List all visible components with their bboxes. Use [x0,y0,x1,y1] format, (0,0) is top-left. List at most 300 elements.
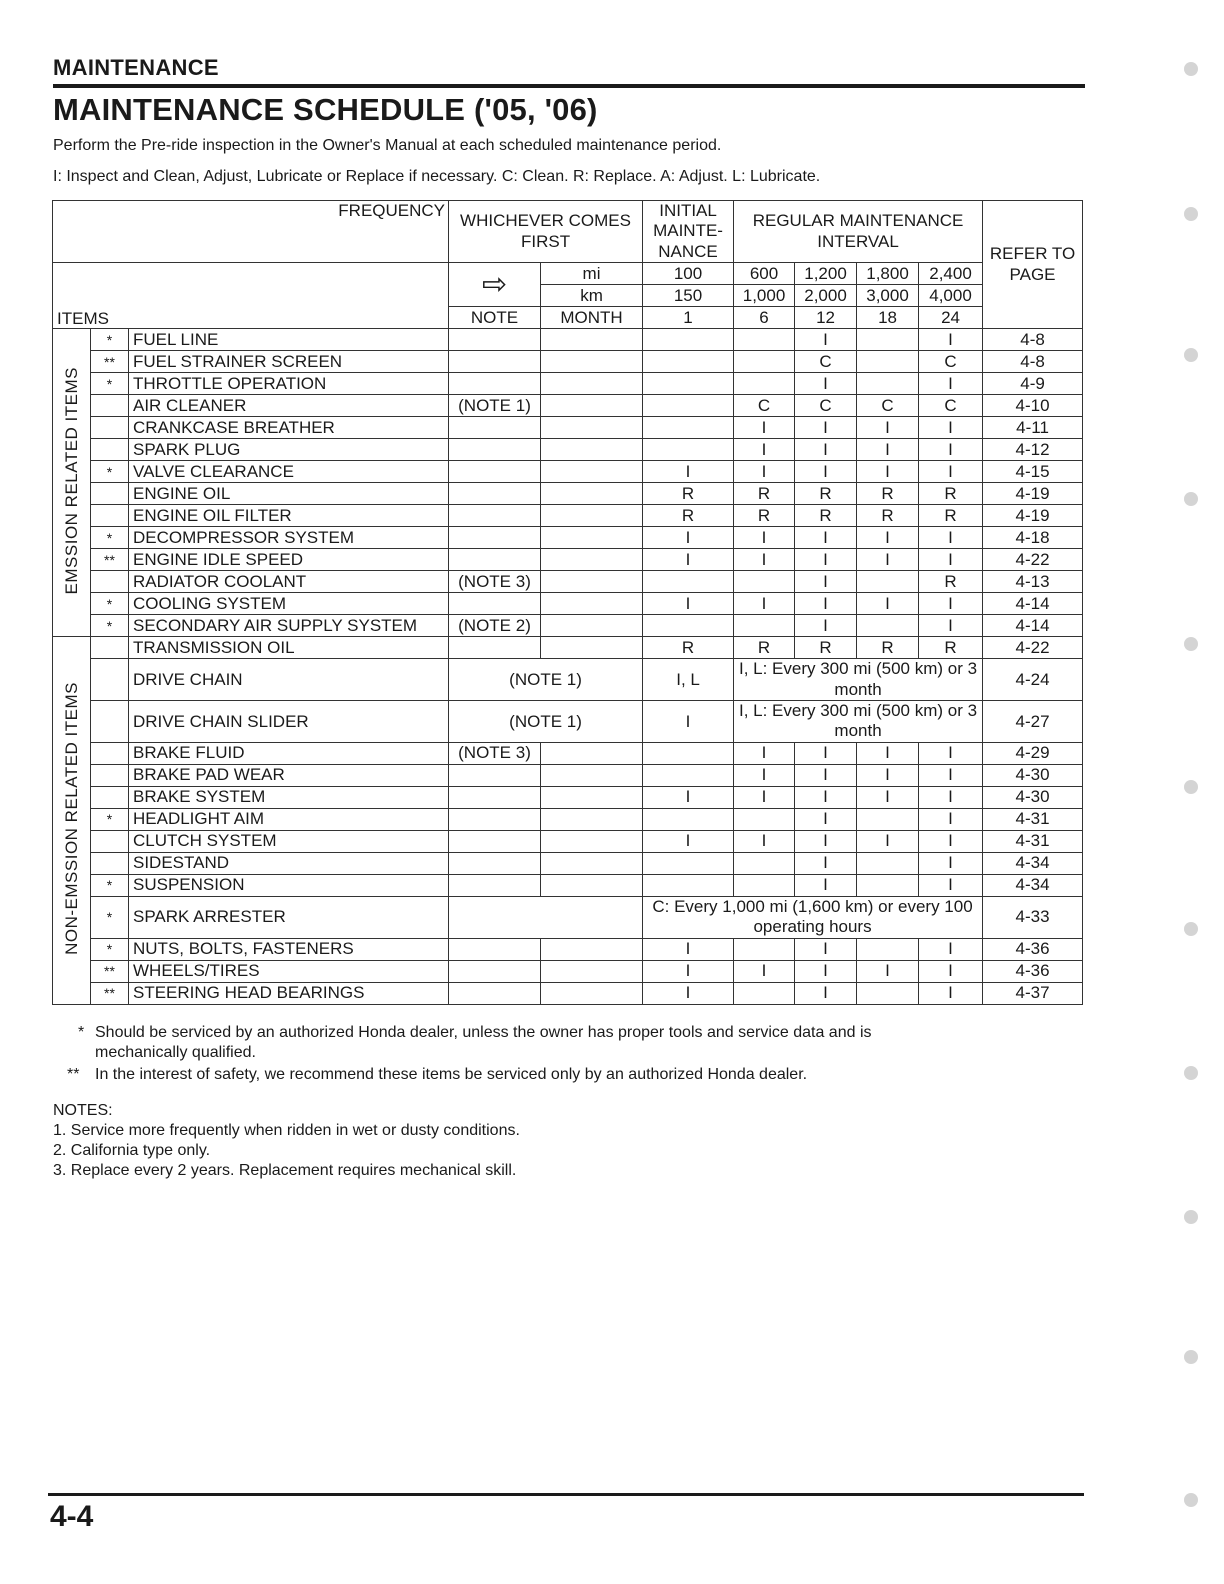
interval-cell [643,395,734,417]
item-name: WHEELS/TIRES [129,960,449,982]
month-cell [541,483,643,505]
dealer-mark: * [91,593,129,615]
interval-cell: R [734,505,795,527]
mi-unit: mi [541,263,643,285]
note-cell [449,373,541,395]
dealer-mark: * [91,461,129,483]
item-name: DRIVE CHAIN SLIDER [129,700,449,742]
interval-cell [734,351,795,373]
interval-span: I, L: Every 300 mi (500 km) or 3 month [734,700,983,742]
schedule-row [53,571,1083,593]
interval-cell: I [857,527,919,549]
interval-cell: I [857,830,919,852]
note-cell [449,329,541,351]
interval-cell: I [643,461,734,483]
note-cell [449,593,541,615]
schedule-row [53,982,1083,1004]
month-cell [541,549,643,571]
km-value: 1,000 [734,285,795,307]
interval-cell: I [795,329,857,351]
item-name: ENGINE IDLE SPEED [129,549,449,571]
refer-page: 4-30 [983,764,1083,786]
group-label: EMSSION RELATED ITEMS [61,366,81,595]
refer-page: 4-14 [983,615,1083,637]
schedule-row [53,527,1083,549]
schedule-row [53,808,1083,830]
interval-cell [857,938,919,960]
interval-cell: I [734,549,795,571]
item-name: DRIVE CHAIN [129,659,449,701]
interval-cell: I [795,615,857,637]
interval-cell: I [795,960,857,982]
interval-cell [734,852,795,874]
note-cell: (NOTE 3) [449,742,541,764]
month-cell [541,571,643,593]
refer-page: 4-27 [983,700,1083,742]
refer-page: 4-8 [983,351,1083,373]
interval-cell: I [734,764,795,786]
interval-cell: I [857,593,919,615]
month-cell [541,527,643,549]
group-emission [53,329,91,637]
interval-cell [643,764,734,786]
interval-cell [734,373,795,395]
note-cell [449,549,541,571]
month-cell [541,960,643,982]
note-cell [449,896,643,938]
note-cell [449,764,541,786]
interval-cell: I [734,461,795,483]
note-cell: (NOTE 1) [449,395,541,417]
month-cell [541,742,643,764]
item-name: TRANSMISSION OIL [129,637,449,659]
interval-cell: R [734,483,795,505]
km-unit: km [541,285,643,307]
dealer-mark [91,700,129,742]
item-name: COOLING SYSTEM [129,593,449,615]
interval-cell: I [734,439,795,461]
dealer-mark [91,505,129,527]
month-cell [541,808,643,830]
interval-cell: I [919,593,983,615]
interval-cell [857,373,919,395]
dealer-mark: * [91,373,129,395]
schedule-row [53,373,1083,395]
interval-cell [857,351,919,373]
interval-cell: R [643,505,734,527]
interval-cell: R [919,505,983,527]
interval-cell: I [643,786,734,808]
interval-cell: I [795,786,857,808]
interval-cell: R [857,637,919,659]
schedule-row [53,852,1083,874]
interval-cell: I [734,417,795,439]
schedule-row [53,439,1083,461]
dealer-mark [91,764,129,786]
refer-page: 4-22 [983,549,1083,571]
km-value: 2,000 [795,285,857,307]
dealer-mark: * [91,896,129,938]
note-cell [449,461,541,483]
note-cell [449,527,541,549]
interval-cell: R [919,571,983,593]
interval-cell: R [643,637,734,659]
note-1: 1. Service more frequently when ridden in wet or dusty conditions. [53,1122,520,1139]
refer-page: 4-36 [983,938,1083,960]
schedule-row [53,351,1083,373]
binder-hole-icon [1184,780,1198,794]
month-cell [541,786,643,808]
month-cell [541,395,643,417]
note-cell [449,852,541,874]
interval-cell: I [919,417,983,439]
schedule-row [53,896,1083,938]
interval-cell: R [919,637,983,659]
refer-page: 4-31 [983,808,1083,830]
schedule-row [53,505,1083,527]
refer-page: 4-11 [983,417,1083,439]
item-name: NUTS, BOLTS, FASTENERS [129,938,449,960]
interval-cell: I [919,329,983,351]
refer-page: 4-29 [983,742,1083,764]
binder-hole-icon [1184,1210,1198,1224]
binder-hole-icon [1184,1350,1198,1364]
maintenance-schedule-table [52,200,1083,1005]
interval-cell [643,571,734,593]
refer-page: 4-31 [983,830,1083,852]
page-number: 4-4 [50,1500,94,1533]
dealer-mark [91,852,129,874]
note-cell [449,938,541,960]
interval-cell [643,808,734,830]
note-2: 2. California type only. [53,1142,211,1159]
interval-cell: I [643,960,734,982]
note-cell: (NOTE 1) [449,659,643,701]
dealer-mark: * [91,808,129,830]
interval-cell [857,329,919,351]
month-cell [541,637,643,659]
month-cell [541,351,643,373]
interval-cell: R [734,637,795,659]
interval-cell: I [919,549,983,571]
schedule-row [53,742,1083,764]
interval-cell: R [643,483,734,505]
regular-interval-header: REGULAR MAINTENANCE INTERVAL [734,201,983,263]
item-name: STEERING HEAD BEARINGS [129,982,449,1004]
note-cell: (NOTE 3) [449,571,541,593]
interval-cell: I [643,938,734,960]
note-cell: (NOTE 1) [449,700,643,742]
dealer-mark [91,417,129,439]
binder-hole-icon [1184,1493,1198,1507]
interval-cell: I [643,549,734,571]
interval-cell: I [919,830,983,852]
interval-cell [643,852,734,874]
interval-cell: I [795,742,857,764]
interval-cell: I [795,439,857,461]
interval-cell: I [919,373,983,395]
schedule-row [53,329,1083,351]
interval-cell: I [795,852,857,874]
interval-cell: R [919,483,983,505]
dealer-mark: * [91,615,129,637]
dealer-mark [91,483,129,505]
refer-page: 4-34 [983,874,1083,896]
month-cell [541,764,643,786]
month-cell [541,593,643,615]
schedule-row [53,874,1083,896]
interval-span: C: Every 1,000 mi (1,600 km) or every 100 operating hours [643,896,983,938]
footnote-single-text-cont: mechanically qualified. [95,1044,256,1061]
interval-cell [643,439,734,461]
item-name: THROTTLE OPERATION [129,373,449,395]
schedule-row [53,786,1083,808]
interval-cell: R [795,637,857,659]
interval-cell: I [857,786,919,808]
note-cell [449,808,541,830]
interval-cell: I [857,960,919,982]
refer-page: 4-12 [983,439,1083,461]
intro-legend: I: Inspect and Clean, Adjust, Lubricate or Replace if necessary. C: Clean. R: Replace. A: Adjust. L: Lubricate. [53,168,821,185]
month-cell [541,852,643,874]
interval-cell [643,615,734,637]
binder-hole-icon [1184,62,1198,76]
interval-cell: I [643,593,734,615]
month-cell [541,505,643,527]
dealer-mark [91,571,129,593]
refer-page: 4-9 [983,373,1083,395]
note-cell [449,637,541,659]
item-name: AIR CLEANER [129,395,449,417]
interval-cell: I [795,593,857,615]
notes-heading: NOTES: [53,1102,113,1119]
mi-value: 2,400 [919,263,983,285]
refer-page-header: REFER TO PAGE [983,201,1083,329]
item-name: RADIATOR COOLANT [129,571,449,593]
dealer-mark [91,830,129,852]
schedule-row [53,764,1083,786]
km-value: 3,000 [857,285,919,307]
item-name: CRANKCASE BREATHER [129,417,449,439]
month-cell [541,329,643,351]
dealer-mark [91,395,129,417]
refer-page: 4-34 [983,852,1083,874]
item-name: VALVE CLEARANCE [129,461,449,483]
item-name: BRAKE PAD WEAR [129,764,449,786]
dealer-mark [91,742,129,764]
interval-cell: I [795,830,857,852]
footnote-single-text: Should be serviced by an authorized Honda dealer, unless the owner has proper tools and service data and is [95,1024,872,1041]
month-header: MONTH [541,307,643,329]
item-name: DECOMPRESSOR SYSTEM [129,527,449,549]
interval-cell: C [795,395,857,417]
month-cell [541,938,643,960]
dealer-mark: * [91,527,129,549]
km-value: 150 [643,285,734,307]
month-cell [541,417,643,439]
dealer-mark [91,786,129,808]
refer-page: 4-13 [983,571,1083,593]
note-cell: (NOTE 2) [449,615,541,637]
interval-cell: I [919,982,983,1004]
interval-cell: C [919,351,983,373]
interval-cell [643,373,734,395]
schedule-row [53,461,1083,483]
schedule-row [53,938,1083,960]
schedule-row [53,483,1083,505]
interval-cell: I [734,742,795,764]
interval-cell [857,982,919,1004]
interval-cell: C [919,395,983,417]
interval-cell: I [795,461,857,483]
refer-page: 4-30 [983,786,1083,808]
note-cell [449,483,541,505]
interval-cell [643,351,734,373]
interval-cell: I [643,982,734,1004]
refer-page: 4-19 [983,483,1083,505]
interval-cell: I [919,439,983,461]
interval-cell [734,615,795,637]
interval-cell: I [857,439,919,461]
interval-cell: I [643,527,734,549]
interval-cell [857,852,919,874]
interval-cell [734,874,795,896]
note-header: NOTE [449,307,541,329]
note-cell [449,874,541,896]
interval-cell: I [919,808,983,830]
interval-cell [643,417,734,439]
interval-cell: I [857,764,919,786]
mi-row [53,263,1083,285]
interval-cell: I [734,960,795,982]
schedule-row [53,830,1083,852]
dealer-mark: * [91,874,129,896]
note-cell [449,960,541,982]
schedule-row [53,615,1083,637]
dealer-mark: ** [91,960,129,982]
interval-cell: I [734,527,795,549]
footer-rule [48,1493,1084,1496]
dealer-mark: * [91,329,129,351]
interval-cell: I [919,461,983,483]
item-name: BRAKE SYSTEM [129,786,449,808]
interval-cell [734,938,795,960]
binder-hole-icon [1184,1066,1198,1080]
item-name: FUEL STRAINER SCREEN [129,351,449,373]
refer-page: 4-24 [983,659,1083,701]
schedule-row [53,700,1083,742]
interval-cell [857,874,919,896]
interval-cell: I [919,615,983,637]
schedule-row [53,395,1083,417]
interval-cell: R [795,483,857,505]
item-name: SIDESTAND [129,852,449,874]
interval-cell: I [919,786,983,808]
dealer-mark [91,439,129,461]
interval-cell: I [734,830,795,852]
refer-page: 4-10 [983,395,1083,417]
month-cell [541,982,643,1004]
interval-cell: I [857,461,919,483]
month-cell [541,830,643,852]
interval-cell [643,329,734,351]
interval-cell: I [795,874,857,896]
dealer-mark: ** [91,549,129,571]
note-cell [449,830,541,852]
interval-cell: I [919,874,983,896]
interval-cell: I [795,571,857,593]
dealer-mark: ** [91,351,129,373]
dealer-mark: * [91,938,129,960]
group-non-emission [53,637,91,1004]
interval-cell: I [857,417,919,439]
dealer-mark: ** [91,982,129,1004]
binder-hole-icon [1184,922,1198,936]
interval-cell: I [795,527,857,549]
month-value: 6 [734,307,795,329]
interval-cell [734,571,795,593]
refer-page: 4-14 [983,593,1083,615]
footnote-double-text: In the interest of safety, we recommend these items be serviced only by an authorized Honda dealer. [95,1066,808,1083]
interval-cell: I [919,527,983,549]
item-name: ENGINE OIL [129,483,449,505]
interval-cell [734,329,795,351]
interval-cell: I [857,742,919,764]
month-cell [541,373,643,395]
note-cell [449,417,541,439]
page-title: MAINTENANCE SCHEDULE ('05, '06) [53,92,598,127]
interval-cell: I [919,852,983,874]
interval-cell: I [795,938,857,960]
schedule-row [53,593,1083,615]
interval-cell: C [734,395,795,417]
interval-span: I, L: Every 300 mi (500 km) or 3 month [734,659,983,701]
arrow-icon: ⇨ [449,263,541,307]
interval-cell: C [857,395,919,417]
schedule-row [53,417,1083,439]
binder-hole-icon [1184,492,1198,506]
interval-cell: I [734,593,795,615]
item-name: CLUTCH SYSTEM [129,830,449,852]
refer-page: 4-37 [983,982,1083,1004]
interval-cell: I [919,938,983,960]
schedule-row [53,637,1083,659]
item-name: SECONDARY AIR SUPPLY SYSTEM [129,615,449,637]
interval-cell: I [795,373,857,395]
interval-cell: I [795,982,857,1004]
binder-hole-icon [1184,207,1198,221]
refer-page: 4-19 [983,505,1083,527]
item-name: SUSPENSION [129,874,449,896]
binder-hole-icon [1184,348,1198,362]
schedule-row [53,960,1083,982]
note-cell [449,351,541,373]
interval-cell: I [795,549,857,571]
item-name: SPARK PLUG [129,439,449,461]
binder-hole-icon [1184,637,1198,651]
intro-preride: Perform the Pre-ride inspection in the Owner's Manual at each scheduled maintenance period. [53,137,722,154]
interval-cell [734,982,795,1004]
footnote-single-mark: * [78,1024,85,1041]
month-cell [541,461,643,483]
month-value: 12 [795,307,857,329]
note-cell [449,505,541,527]
header-rule [53,84,1085,88]
mi-value: 600 [734,263,795,285]
interval-cell: R [857,483,919,505]
interval-cell [857,615,919,637]
item-name: SPARK ARRESTER [129,896,449,938]
